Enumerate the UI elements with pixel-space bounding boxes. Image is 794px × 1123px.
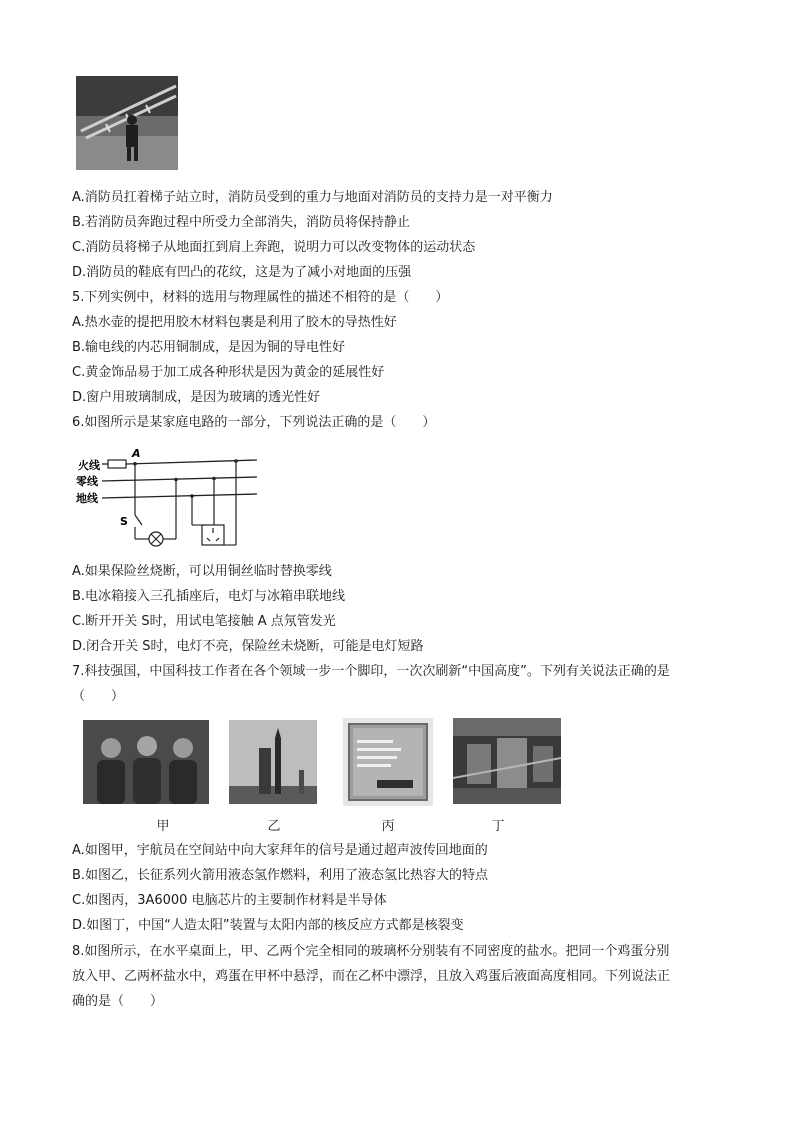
artificial-sun-photo xyxy=(453,718,561,804)
caption-ding: 丁 xyxy=(491,819,505,834)
switch-icon xyxy=(135,515,142,525)
caption-yi: 乙 xyxy=(267,819,281,834)
q6-option-b: B.电冰箱接入三孔插座后，电灯与冰箱串联地线 xyxy=(72,589,346,604)
circuit-diagram xyxy=(72,445,272,555)
q4-option-d: D.消防员的鞋底有凹凸的花纹，这是为了减小对地面的压强 xyxy=(72,265,412,280)
q6-option-c: C.断开开关 S时，用试电笔接触 A 点氖管发光 xyxy=(72,614,336,629)
q7-stem: 7.科技强国，中国科技工作者在各个领域一步一个脚印，一次次刷新“中国高度”。下列有关说法正确的是 xyxy=(72,664,670,679)
q5-option-b: B.输电线的内芯用铜制成，是因为铜的导电性好 xyxy=(72,340,346,355)
q5-option-c: C.黄金饰品易于加工成各种形状是因为黄金的延展性好 xyxy=(72,365,385,380)
q6-option-a: A.如果保险丝烧断，可以用铜丝临时替换零线 xyxy=(72,564,332,579)
neutral-wire-label: 零线 xyxy=(76,475,98,488)
rocket-launch-photo xyxy=(229,720,317,804)
q4-option-c: C.消防员将梯子从地面扛到肩上奔跑，说明力可以改变物体的运动状态 xyxy=(72,240,476,255)
lamp-icon xyxy=(149,532,163,546)
point-a-label: A xyxy=(132,447,141,460)
q7-option-a: A.如图甲，宇航员在空间站中向大家拜年的信号是通过超声波传回地面的 xyxy=(72,843,488,858)
q4-option-b: B.若消防员奔跑过程中所受力全部消失，消防员将保持静止 xyxy=(72,215,411,230)
switch-label: S xyxy=(120,515,128,528)
live-wire-label: 火线 xyxy=(78,459,100,472)
q7-option-b: B.如图乙，长征系列火箭用液态氢作燃料，利用了液态氢比热容大的特点 xyxy=(72,868,489,883)
q7-stem-bracket: （ ） xyxy=(72,689,125,704)
ground-wire-label: 地线 xyxy=(76,492,98,505)
q8-stem-line-1: 8.如图所示，在水平桌面上，甲、乙两个完全相同的玻璃杯分别装有不同密度的盐水。把同一个鸡蛋分别 xyxy=(72,944,670,959)
fuse-icon xyxy=(108,460,126,468)
q5-option-a: A.热水壶的提把用胶木材料包裹是利用了胶木的导热性好 xyxy=(72,315,397,330)
three-pin-socket-icon xyxy=(202,525,224,545)
q8-stem-line-3: 确的是（ ） xyxy=(72,994,164,1009)
astronauts-photo xyxy=(83,720,209,804)
chip-photo xyxy=(343,718,433,806)
q6-option-d: D.闭合开关 S时，电灯不亮，保险丝未烧断，可能是电灯短路 xyxy=(72,639,424,654)
caption-jia: 甲 xyxy=(156,819,170,834)
q6-stem: 6.如图所示是某家庭电路的一部分，下列说法正确的是（ ） xyxy=(72,415,436,430)
q5-option-d: D.窗户用玻璃制成，是因为玻璃的透光性好 xyxy=(72,390,321,405)
q8-stem-line-2: 放入甲、乙两杯盐水中，鸡蛋在甲杯中悬浮，而在乙杯中漂浮，且放入鸡蛋后液面高度相同。下列说法正 xyxy=(72,969,671,984)
q7-option-d: D.如图丁，中国“人造太阳”装置与太阳内部的核反应方式都是核裂变 xyxy=(72,918,464,933)
q4-option-a: A.消防员扛着梯子站立时，消防员受到的重力与地面对消防员的支持力是一对平衡力 xyxy=(72,190,553,205)
caption-bing: 丙 xyxy=(381,819,395,834)
q7-option-c: C.如图丙，3A6000 电脑芯片的主要制作材料是半导体 xyxy=(72,893,387,908)
q5-stem: 5.下列实例中，材料的选用与物理属性的描述不相符的是（ ） xyxy=(72,290,449,305)
firefighter-photo xyxy=(76,76,178,170)
